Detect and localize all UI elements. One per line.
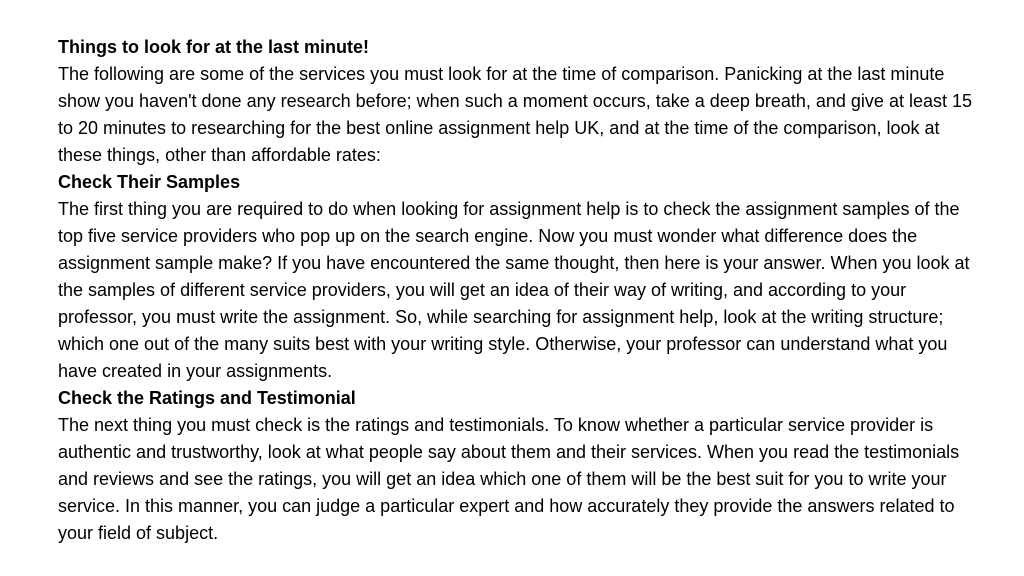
section-heading-last-minute: Things to look for at the last minute! bbox=[58, 37, 370, 57]
section-body-samples: The first thing you are required to do when looking for assignment help is to check the assignment samples of the top five service providers who pop up on the search engine. Now you must wonder what difference does the assignment sample make? If you have encountered the same thought, then here is your answer. When you look at the samples of different service providers, you will get an idea of their way of writing, and according to your professor, you must write the assignment. So, while searching for assignment help, look at the writing structure; which one out of the many suits best with your writing style. Otherwise, your professor can understand what you have created in your assignments. bbox=[58, 199, 970, 381]
section-heading-samples: Check Their Samples bbox=[58, 172, 241, 192]
section-heading-ratings: Check the Ratings and Testimonial bbox=[58, 388, 356, 408]
section-body-ratings: The next thing you must check is the ratings and testimonials. To know whether a particular service provider is authentic and trustworthy, look at what people say about them and their services. When you read the testimonials and reviews and see the ratings, you will get an idea which one of them will be the best suit for you to write your service. In this manner, you can judge a particular expert and how accurately they provide the answers related to your field of subject. bbox=[58, 415, 960, 543]
section-body-last-minute: The following are some of the services you must look for at the time of comparison. Panicking at the last minute show you haven't done any research before; when such a moment occurs, take a deep breath, and give at least 15 to 20 minutes to researching for the best online assignment help UK, and at the time of the comparison, look at these things, other than affordable rates: bbox=[58, 64, 973, 165]
